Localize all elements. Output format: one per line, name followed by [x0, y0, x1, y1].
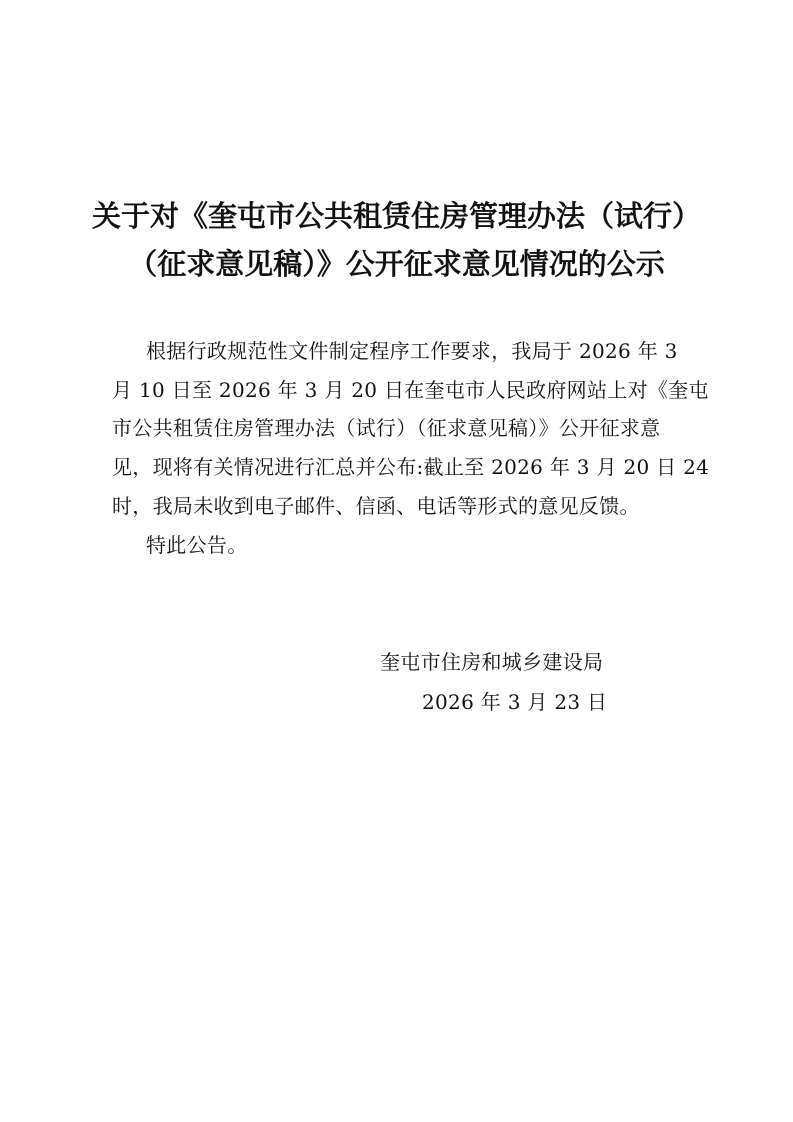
body-line-5: 时，我局未收到电子邮件、信函、电话等形式的意见反馈。 — [112, 493, 640, 518]
body-line-4: 见，现将有关情况进行汇总并公布:截止至 2026 年 3 月 20 日 24 — [112, 455, 710, 480]
closing-line: 特此公告。 — [146, 532, 248, 557]
title-line-1: 关于对《奎屯市公共租赁住房管理办法（试行） — [91, 199, 701, 233]
body-line-1: 根据行政规范性文件制定程序工作要求，我局于 2026 年 3 — [146, 339, 678, 363]
body-line-2: 月 10 日至 2026 年 3 月 20 日在奎屯市人民政府网站上对《奎屯 — [112, 377, 709, 402]
document-body — [112, 332, 710, 564]
document-title — [60, 192, 733, 288]
body-line-3: 市公共租赁住房管理办法（试行）（征求意见稿）》公开征求意 — [112, 416, 661, 441]
signature-date: 2026 年 3 月 23 日 — [422, 690, 608, 714]
signature-organization: 奎屯市住房和城乡建设局 — [380, 650, 604, 674]
title-line-2: （征求意见稿）》公开征求意见情况的公示 — [128, 247, 665, 281]
